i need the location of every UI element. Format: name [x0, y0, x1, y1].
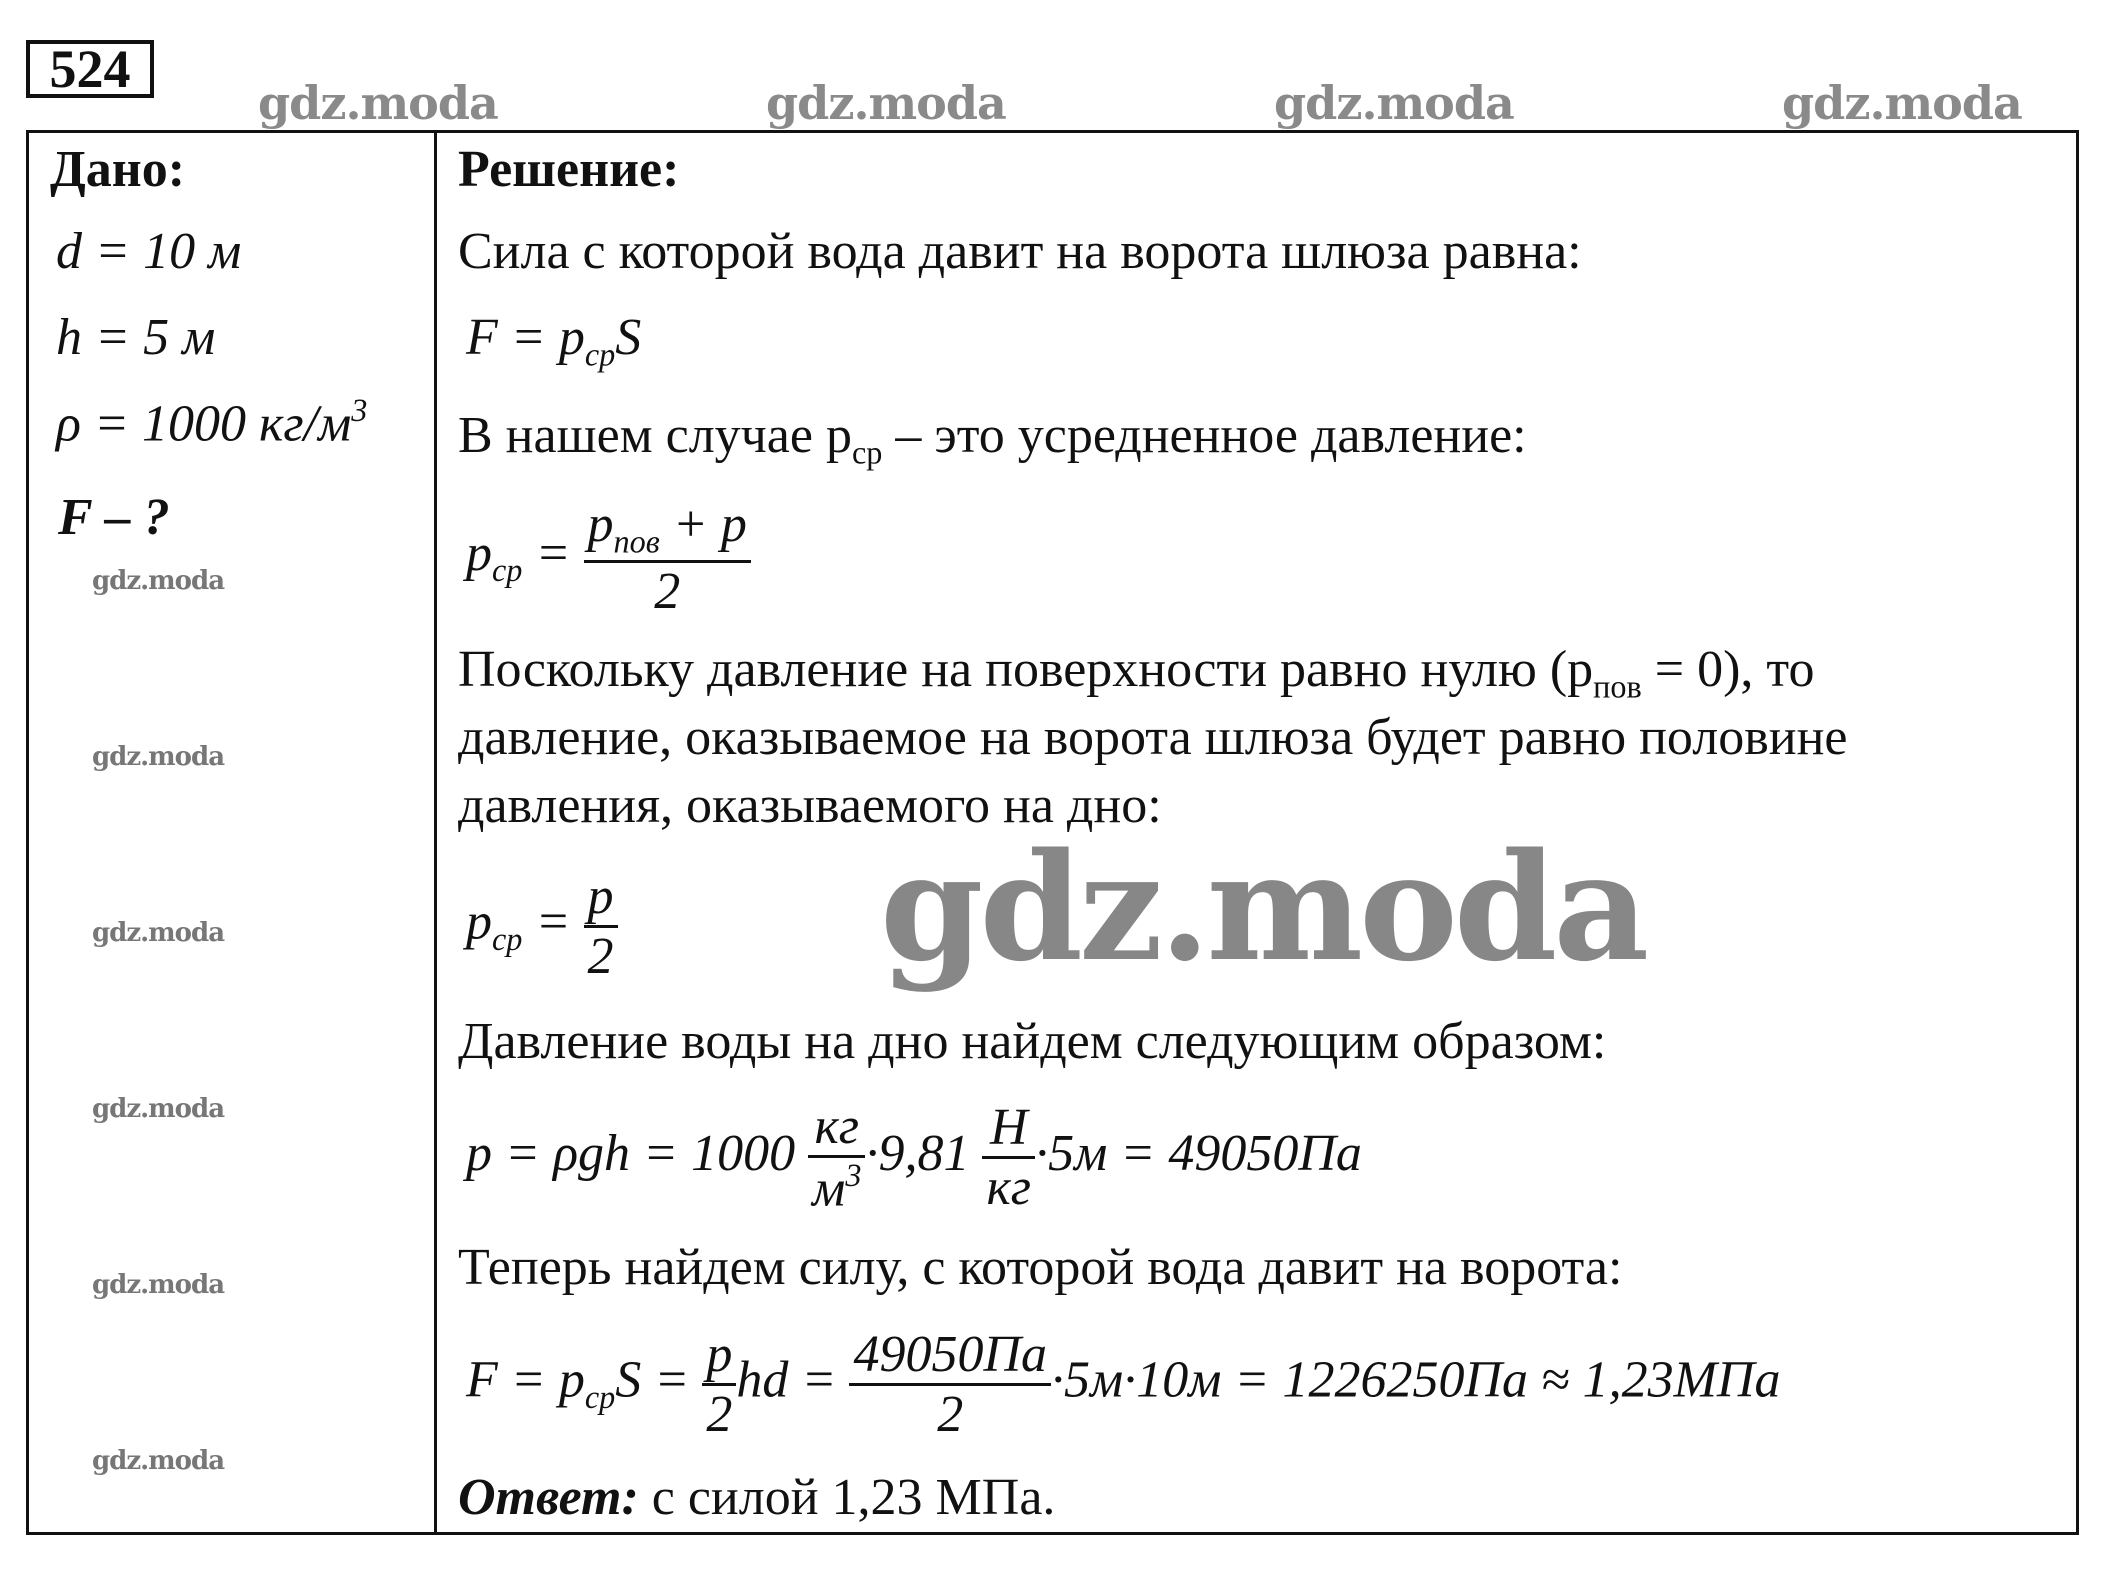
- formula-final-force: $F = p_{ср}S$ = $\frac{p}{2}$ hd = $\frac{49050Па}{2}$ ·5м·10м = 1226250Па ≈ 1,23МПа: [466, 1326, 1781, 1444]
- watermark: gdz.moda: [92, 918, 225, 948]
- formula-force: $F = p_{ср}S$: [466, 309, 642, 373]
- formula-bottom-pressure: p = ρgh = 1000 $\frac{кг}{м^3}$ ·9,81 $\frac{Н}{кг}$ ·5м = 49050Па: [466, 1098, 1362, 1218]
- solution-line: Теперь найдем силу, с которой вода давит на ворота:: [458, 1239, 1623, 1296]
- watermark: gdz.moda: [92, 1270, 225, 1300]
- given-rho: ρ = 1000 $кг/м^3$: [56, 392, 368, 453]
- given-h: h = 5 м: [56, 309, 216, 366]
- watermark: gdz.moda: [766, 76, 1006, 130]
- given-title: Дано:: [50, 141, 186, 198]
- watermark-large: gdz.moda: [880, 820, 1646, 994]
- watermark: gdz.moda: [92, 1094, 225, 1124]
- solution-line: Поскольку давление на поверхности равно нулю $(p_{пов} = 0)$, то: [458, 641, 1815, 705]
- solution-line: Давление воды на дно найдем следующим образом:: [458, 1013, 1607, 1070]
- watermark: gdz.moda: [258, 76, 498, 130]
- watermark: gdz.moda: [92, 566, 225, 596]
- solution-line: Сила с которой вода давит на ворота шлюза равна:: [458, 223, 1582, 280]
- solution-line: давление, оказываемое на ворота шлюза будет равно половине: [458, 709, 1848, 766]
- column-divider: [434, 130, 437, 1535]
- given-d: d = 10 м: [56, 223, 242, 280]
- watermark: gdz.moda: [92, 1446, 225, 1476]
- watermark: gdz.moda: [1274, 76, 1514, 130]
- formula-average-pressure: $p_{ср}$ = $\frac{p_{пов} + p}{2}$: [466, 496, 751, 620]
- answer: Ответ: с силой 1,23 МПа.: [458, 1469, 1056, 1526]
- given-find: F – ?: [58, 489, 170, 546]
- solution-line: В нашем случае $p_{ср}$ – это усредненное давление:: [458, 407, 1527, 471]
- solution-title: Решение:: [458, 141, 680, 198]
- watermark: gdz.moda: [92, 742, 225, 772]
- problem-number: 524: [26, 40, 154, 98]
- watermark: gdz.moda: [1782, 76, 2022, 130]
- formula-half-pressure: $p_{ср}$ = $\frac{p}{2}$: [466, 868, 618, 985]
- solution-line: давления, оказываемого на дно:: [458, 777, 1162, 834]
